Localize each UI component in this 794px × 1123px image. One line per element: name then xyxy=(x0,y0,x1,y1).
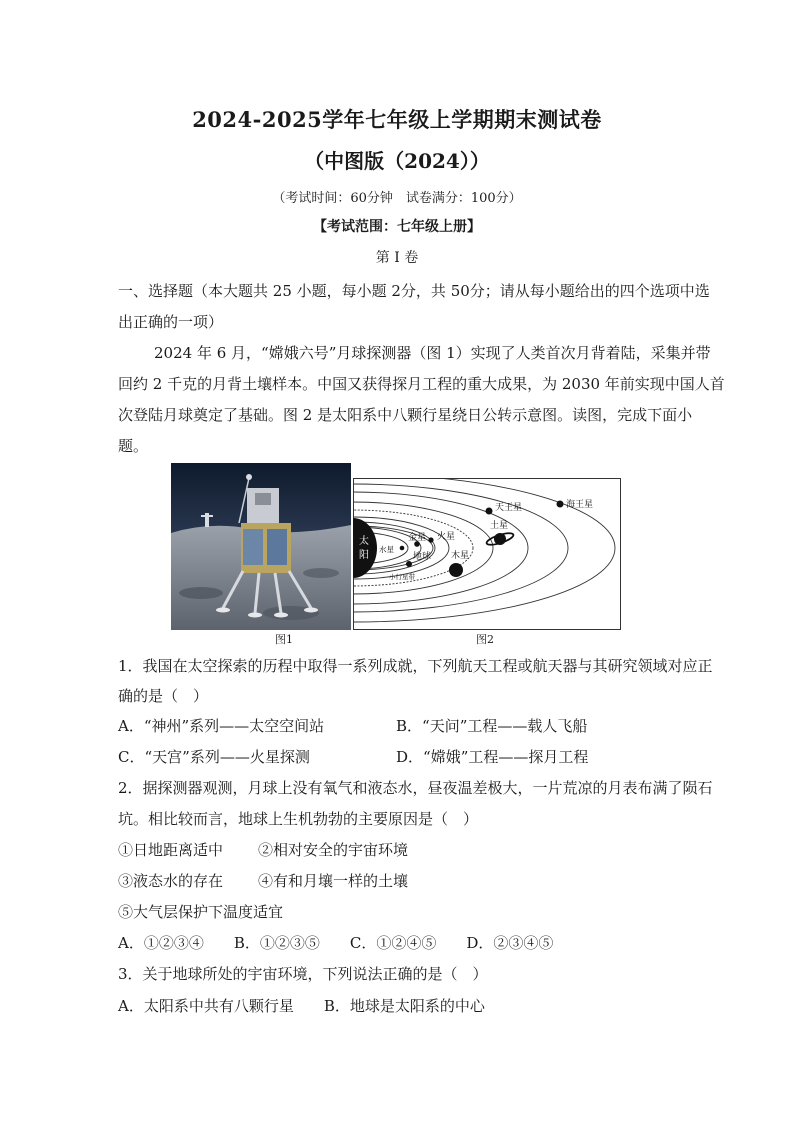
earth-label: 地球 xyxy=(413,552,432,562)
question-1-stem: 1．我国在太空探索的历程中取得一系列成就，下列航天工程或航天器与其研究领域对应正 xyxy=(118,657,713,675)
passage-line: 次登陆月球奠定了基础。图 2 是太阳系中八颗行星绕日公转示意图。读图，完成下面小 xyxy=(118,406,693,424)
lunar-lander-image xyxy=(171,463,351,630)
sun-label-2: 阳 xyxy=(359,550,369,561)
figure1-caption: 图1 xyxy=(275,633,293,646)
question-2-stem: 2．据探测器观测，月球上没有氧气和液态水，昼夜温差极大，一片荒凉的月表布满了陨石 xyxy=(118,779,713,797)
asteroid-belt-label: 小行星带 xyxy=(389,573,415,581)
neptune-label: 海王星 xyxy=(566,500,594,510)
sun-label-1: 太 xyxy=(359,536,369,547)
uranus-label: 天王星 xyxy=(495,503,523,513)
question-2-item-1: ①日地距离适中 xyxy=(118,841,224,859)
jupiter-label: 木星 xyxy=(451,551,470,561)
question-3-stem: 3．关于地球所处的宇宙环境，下列说法正确的是（ ） xyxy=(118,965,488,983)
mercury-label: 水星 xyxy=(379,545,394,554)
question-1-option-b: B．“天问”工程——载人飞船 xyxy=(396,717,588,735)
section-heading-line1: 一、选择题（本大题共 25 小题，每小题 2分，共 50分；请从每小题给出的四个选项中选 xyxy=(118,282,710,300)
question-1-option-a: A．“神州”系列——太空空间站 xyxy=(118,717,325,735)
exam-meta: （考试时间：60分钟 试卷满分：100分） xyxy=(272,191,522,206)
passage-line: 回约 2 千克的月背土壤样本。中国又获得探月工程的重大成果，为 2030 年前实现中国人首 xyxy=(118,375,725,393)
exam-title: 2024-2025学年七年级上学期期末测试卷 xyxy=(192,107,602,132)
question-3-options: A．太阳系中共有八颗行星 B．地球是太阳系的中心 xyxy=(118,997,485,1015)
question-2-item-3: ③液态水的存在 xyxy=(118,872,224,890)
question-2-item-2: ②相对安全的宇宙环境 xyxy=(258,841,409,859)
figure2-caption: 图2 xyxy=(476,633,494,646)
question-1-stem-cont: 确的是（ ） xyxy=(118,687,209,705)
solar-system-diagram xyxy=(353,478,621,630)
section-heading-line2: 出正确的一项） xyxy=(118,313,224,331)
exam-subtitle: （中图版（2024）） xyxy=(304,149,490,173)
exam-scope: 【考试范围：七年级上册】 xyxy=(313,219,481,235)
question-1-option-c: C．“天宫”系列——火星探测 xyxy=(118,748,310,766)
question-2-options: A．①②③④ B．①②③⑤ C．①②④⑤ D．②③④⑤ xyxy=(118,934,554,952)
question-2-item-4: ④有和月壤一样的土壤 xyxy=(258,872,409,890)
venus-label: 金星 xyxy=(408,533,427,543)
question-2-stem-cont: 坑。相比较而言，地球上生机勃勃的主要原因是（ ） xyxy=(118,810,479,828)
passage-line: 2024 年 6 月，“嫦娥六号”月球探测器（图 1）实现了人类首次月背着陆，采集并带 xyxy=(154,344,711,362)
mars-label: 火星 xyxy=(437,532,456,542)
question-1-option-d: D．“嫦娥”工程——探月工程 xyxy=(396,748,589,766)
saturn-label: 土星 xyxy=(490,521,509,531)
passage-line: 题。 xyxy=(118,437,149,455)
question-2-item-5: ⑤大气层保护下温度适宜 xyxy=(118,903,284,921)
volume-label: 第 I 卷 xyxy=(375,250,419,266)
